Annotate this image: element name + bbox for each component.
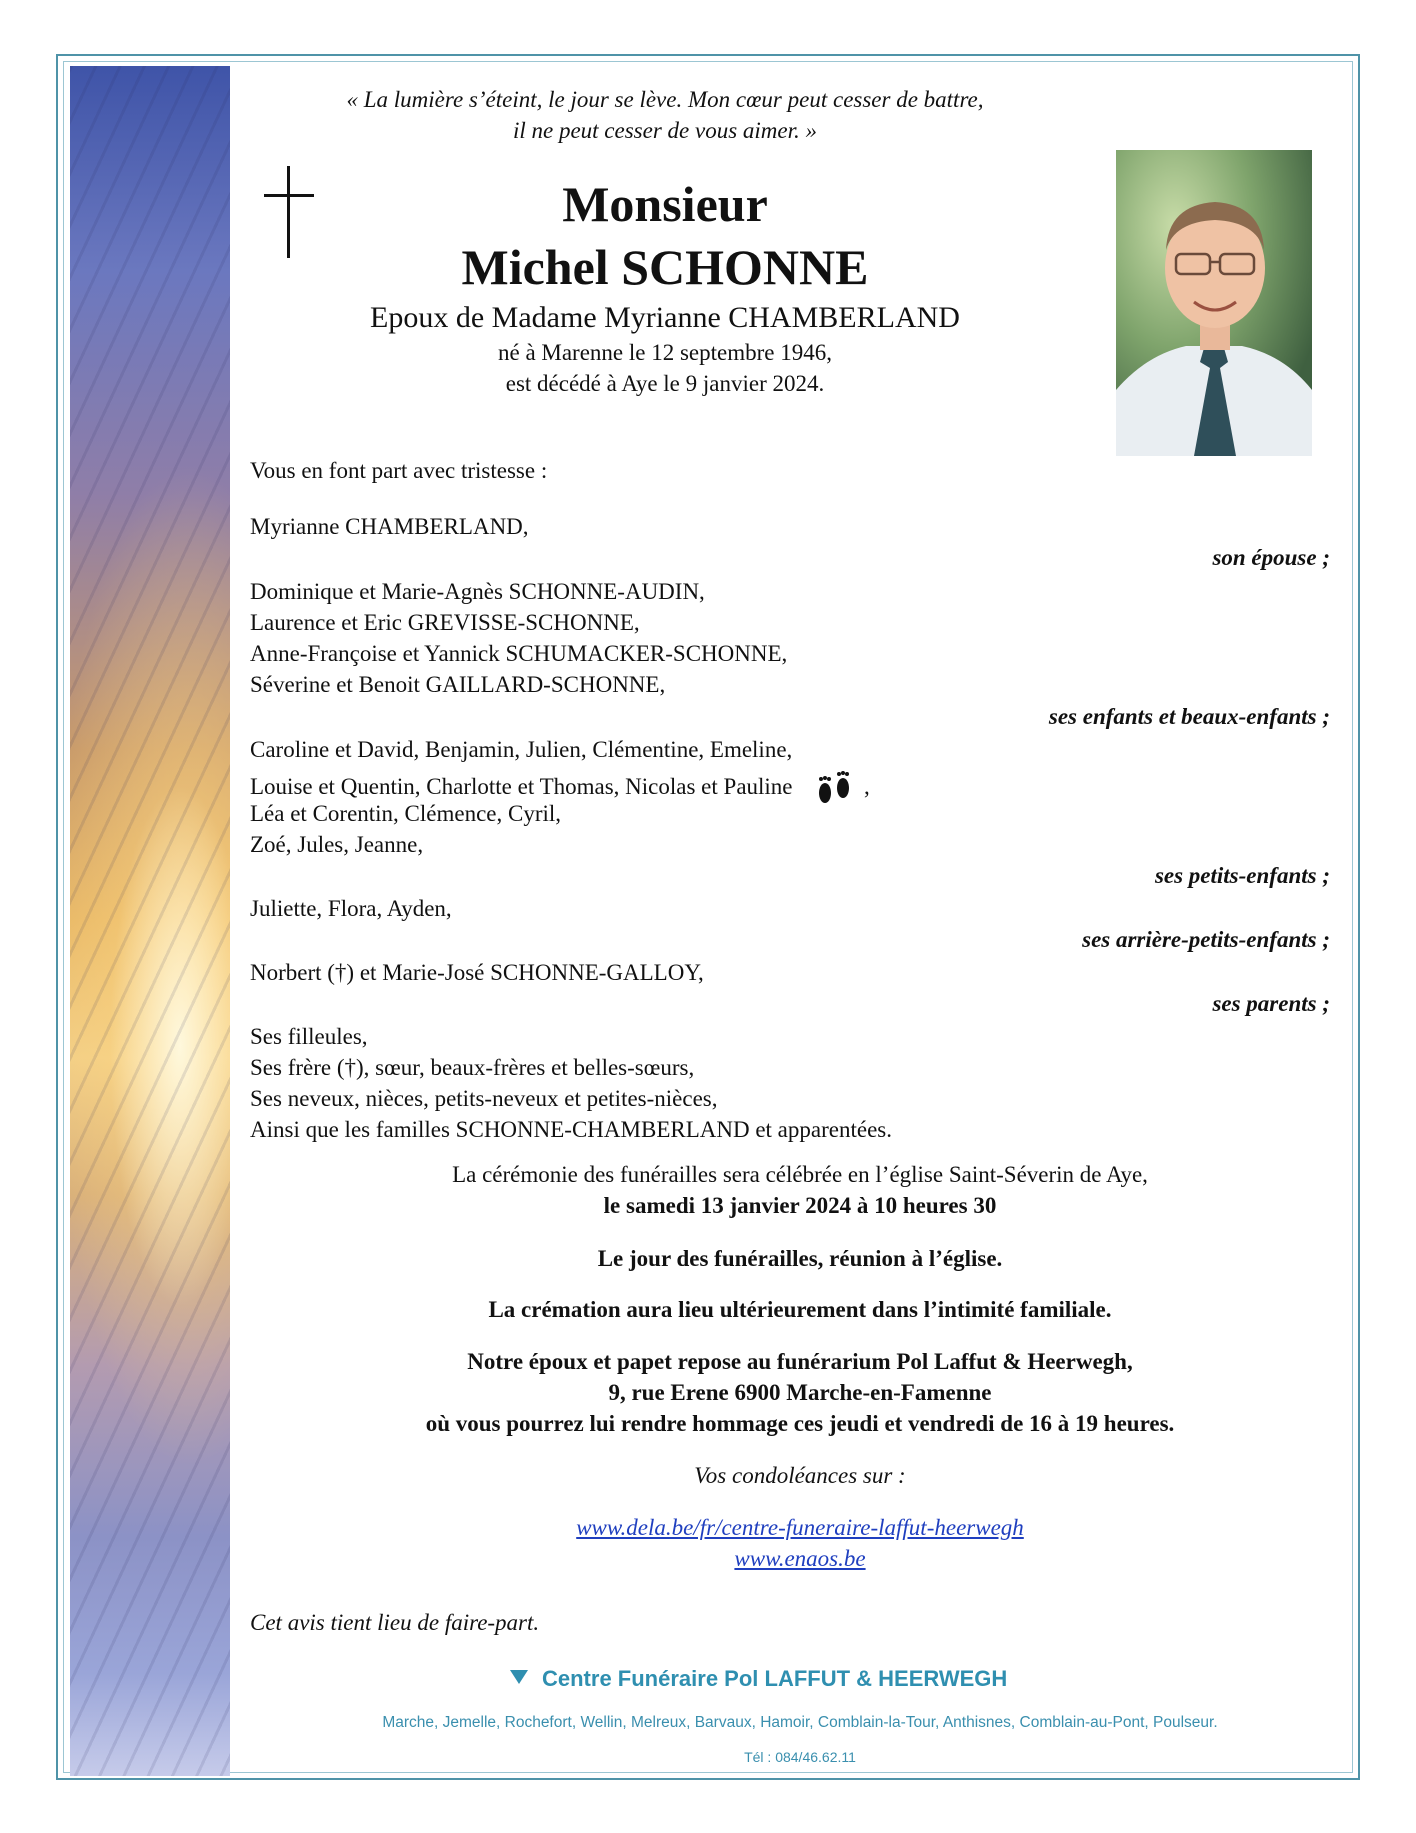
funerarium-address: 9, rue Erene 6900 Marche-en-Famenne [608,1380,992,1405]
birth-line: né à Marenne le 12 septembre 1946, [497,340,833,365]
visiting-hours: où vous pourrez lui rendre hommage ces jeudi et vendredi de 16 à 19 heures. [425,1411,1175,1436]
role-label: ses arrière-petits-enfants ; [1082,927,1330,952]
family-line: Ses frère (†), sœur, beaux-frères et belles-sœurs, [250,1055,695,1080]
quote-line-2: il ne peut cesser de vous aimer. » [512,118,818,143]
deceased-name: Michel SCHONNE [461,239,869,295]
role-label: son épouse ; [1212,545,1330,570]
funerarium-line: Notre époux et papet repose au funérarium Pol Laffut & Heerwegh, [467,1349,1133,1374]
family-line: Séverine et Benoit GAILLARD-SCHONNE, [250,672,666,697]
winter-sunset-decorative-strip [70,66,230,1776]
triangle-down-icon [510,1670,528,1684]
role-label: ses enfants et beaux-enfants ; [1048,704,1330,729]
intro-line: Vous en font part avec tristesse : [250,458,548,483]
meeting-note: Le jour des funérailles, réunion à l’église. [597,1246,1003,1271]
family-line: Ses neveux, nièces, petits-neveux et petites-nièces, [250,1086,718,1111]
family-line: Ses filleules, [250,1024,368,1049]
funeral-home-locations: Marche, Jemelle, Rochefort, Wellin, Melreux, Barvaux, Hamoir, Comblain-la-Tour, Anthisnes, Comblain-au-Pont, Poulseur. [382,1714,1218,1731]
family-line-comma: , [864,774,870,799]
opening-quote [250,84,1080,146]
family-line: Ainsi que les familles SCHONNE-CHAMBERLAND et apparentées. [250,1117,892,1142]
condolences-label: Vos condoléances sur : [694,1463,906,1488]
family-line: Anne-Françoise et Yannick SCHUMACKER-SCHONNE, [250,641,788,666]
funeral-home-name: Centre Funéraire Pol LAFFUT & HEERWEGH [542,1666,1008,1691]
family-line: Dominique et Marie-Agnès SCHONNE-AUDIN, [250,579,705,604]
death-line: est décédé à Aye le 9 janvier 2024. [505,371,825,396]
family-line: Caroline et David, Benjamin, Julien, Clémentine, Emeline, [250,737,793,762]
family-line: Myrianne CHAMBERLAND, [250,514,529,539]
ceremony-date: le samedi 13 janvier 2024 à 10 heures 30 [603,1193,997,1218]
portrait-illustration [1116,150,1312,456]
condolences-link-enaos[interactable]: www.enaos.be [734,1546,866,1571]
family-line: Norbert (†) et Marie-José SCHONNE-GALLOY, [250,960,704,985]
closing-note: Cet avis tient lieu de faire-part. [250,1610,540,1635]
role-label: ses petits-enfants ; [1154,863,1330,888]
funeral-home-phone: Tél : 084/46.62.11 [744,1749,856,1765]
family-line-text: Louise et Quentin, Charlotte et Thomas, Nicolas et Pauline [250,774,793,799]
honorific: Monsieur [562,176,768,232]
family-line: Juliette, Flora, Ayden, [250,896,452,921]
condolences-link-dela[interactable]: www.dela.be/fr/centre-funeraire-laffut-heerwegh [576,1515,1024,1540]
baby-footprints-icon [812,766,858,808]
family-line: Léa et Corentin, Clémence, Cyril, [250,801,562,826]
portrait-photo [1116,150,1312,456]
quote-line-1: « La lumière s’éteint, le jour se lève. Mon cœur peut cesser de battre, [346,87,984,112]
ceremony-line: La cérémonie des funérailles sera célébrée en l’église Saint-Séverin de Aye, [452,1162,1148,1187]
funeral-home-brand [510,1666,1007,1692]
family-line: Laurence et Eric GREVISSE-SCHONNE, [250,610,640,635]
family-line: Zoé, Jules, Jeanne, [250,832,424,857]
cremation-note: La crémation aura lieu ultérieurement dans l’intimité familiale. [488,1297,1112,1322]
role-label: ses parents ; [1212,991,1330,1016]
spouse-of-line: Epoux de Madame Myrianne CHAMBERLAND [370,301,960,334]
